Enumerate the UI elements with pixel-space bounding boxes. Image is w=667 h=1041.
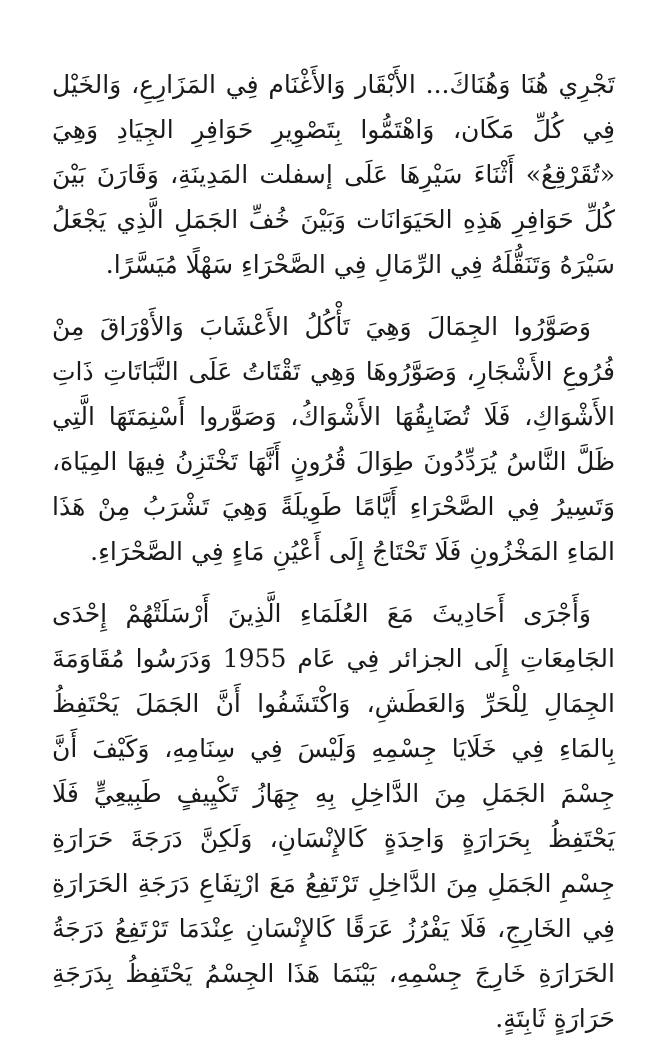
paragraph-1: تَجْرِي هُنَا وَهُنَاكَ... الأَبْقَار وَالأَغْنَام فِي المَزَارِعِ، وَالخَيْل فِي كُلِّ مَكَان، وَاهْتَمُّوا بِتَصْوِيرِ حَوَافِرِ الجِيَادِ وَهِيَ «تُقَرْقِعُ» أَثْنَاءَ سَيْرِهَا عَلَى إسفلت المَدِينَةِ، وَقَارَنَ بَيْنَ كُلِّ حَوَافِرِ هَذِهِ الحَيَوَانَات وَبَيْنَ خُفِّ الجَمَلِ الَّذِي يَجْعَلُ سَيْرَهُ وَتَنَقُّلَهُ فِي الرِّمَالِ فِي الصَّحْرَاءِ سَهْلًا مُيَسَّرًا.	[52, 70, 615, 279]
paragraph-3: وَأَجْرَى أَحَادِيثَ مَعَ العُلَمَاءِ الَّذِينَ أَرْسَلَتْهُمْ إِحْدَى الجَامِعَاتِ إِلَى الجزائر فِي عَام 1955 وَدَرَسُوا مُقَاوَمَةَ الجِمَالِ لِلْحَرِّ وَالعَطَشِ، وَاكْتَشَفُوا أَنَّ الجَمَلَ يَحْتَفِظُ بِالمَاءِ فِي خَلَايَا جِسْمِهِ وَلَيْسَ فِي سِنَامِهِ، وَكَيْفَ أَنَّ جِسْمَ الجَمَلِ مِنَ الدَّاخِلِ بِهِ جِهَازُ تَكْيِيفٍ طَبِيعِيٍّ فَلَا يَحْتَفِظُ بِحَرَارَةٍ وَاحِدَةٍ كَالإِنْسَانِ، وَلَكِنَّ دَرَجَةَ حَرَارَةِ جِسْمِ الجَمَلِ مِنَ الدَّاخِلِ تَرْتَفِعُ مَعَ ارْتِفَاعِ دَرَجَةِ الحَرَارَةِ فِي الخَارِجِ، فَلَا يَفْرُزُ عَرَقًا كَالإِنْسَانِ عِنْدَمَا تَرْتَفِعُ دَرَجَةُ الحَرَارَةِ خَارِجَ جِسْمِهِ، بَيْنَمَا هَذَا الجِسْمُ يَحْتَفِظُ بِدَرَجَةِ حَرَارَةٍ ثَابِتَةٍ.	[52, 599, 615, 1033]
page-text	[52, 62, 615, 1041]
paragraph-2: وَصَوَّرُوا الجِمَالَ وَهِيَ تَأْكُلُ الأَعْشَابَ وَالأَوْرَاقَ مِنْ فُرُوعِ الأَشْجَارِ، وَصَوَّرُوهَا وَهِي تَقْتَاتُ عَلَى النَّبَاتَاتِ ذَاتِ الأَشْوَاكِ، فَلَا تُضَايِقُهَا الأَشْوَاكُ، وَصَوَّروا أَسْنِمَتَهَا الَّتِي ظَلَّ النَّاسُ يُرَدِّدُونَ طِوَالَ قُرُونٍ أَنَّهَا تَخْتَزِنُ فِيهَا المِيَاهَ، وَتَسِيرُ فِي الصَّحْرَاءِ أَيَّامًا طَوِيلَةً وَهِيَ تَشْرَبُ مِنْ هَذَا المَاءِ المَخْزُونِ فَلَا تَحْتَاجُ إِلَى أَعْيُنِ مَاءٍ فِي الصَّحْرَاءِ.	[52, 312, 615, 566]
